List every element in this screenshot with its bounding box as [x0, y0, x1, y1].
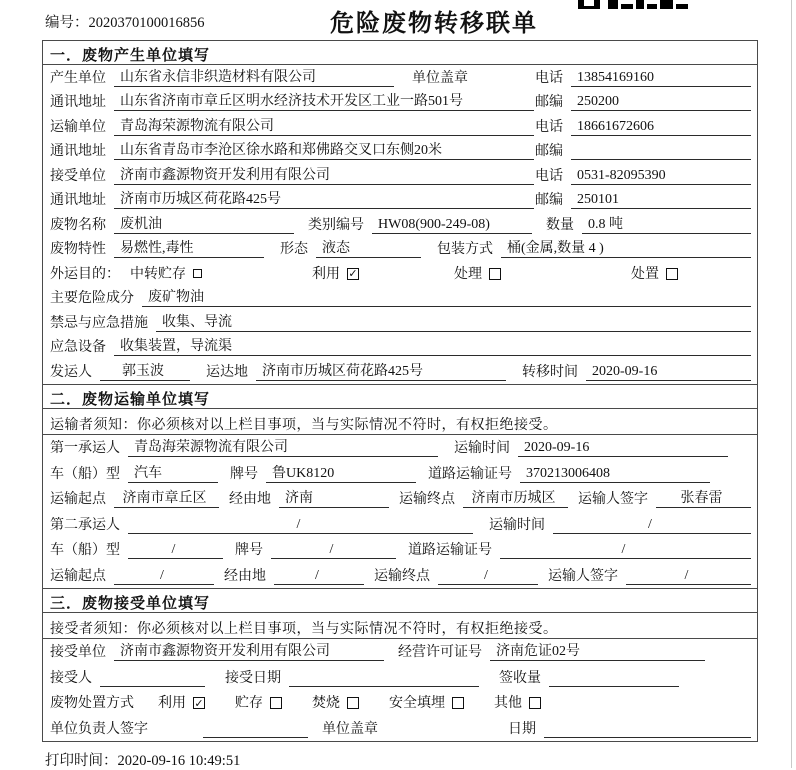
receiver-notice: 接受者须知：你必须核对以上栏目事项，当与实际情况不符时，有权拒绝接受。 [43, 613, 757, 639]
transporter-unit-label: 运输单位 [50, 119, 106, 135]
transporter-address-value: 山东省青岛市李沧区徐水路和郑佛路交叉口东侧20米 [114, 139, 534, 160]
route2-sign-label: 运输人签字 [548, 568, 618, 584]
acceptor-row [43, 664, 757, 690]
route1-end-label: 运输终点 [399, 492, 455, 507]
route1-via-value: 济南 [279, 487, 389, 508]
dispatcher-row [43, 359, 757, 384]
disposal-option-incinerate [312, 692, 359, 712]
route1-sign-value: 张春雷 [656, 487, 751, 508]
signoff-date-value [544, 721, 751, 738]
waste-traits-value: 易燃性,毒性 [114, 237, 264, 258]
transporter-zip-value [571, 143, 751, 160]
dispatcher-label: 发运人 [50, 364, 92, 380]
purpose-storage-checkbox [193, 269, 202, 278]
producer-unit-row [43, 65, 757, 90]
carrier2-label: 第二承运人 [50, 517, 120, 533]
waste-name-row [43, 212, 757, 237]
operating-license-label: 经营许可证号 [398, 645, 482, 660]
emergency-measures-value: 收集、导流 [156, 311, 751, 332]
vehicle1-row [43, 460, 757, 486]
producer-address-label: 通讯地址 [50, 95, 106, 110]
vehicle1-plate-value: 鲁UK8120 [266, 462, 416, 483]
transporter-unit-row [43, 114, 757, 139]
waste-qty-label: 数量 [546, 217, 574, 233]
disposal-option-landfill [389, 692, 464, 712]
disposal-incinerate-checkbox [347, 697, 359, 709]
route1-sign-label: 运输人签字 [578, 492, 648, 507]
page-title: 危险废物转移联单 [330, 10, 538, 37]
transporter-phone-label: 电话 [535, 119, 563, 135]
disposal-landfill-checkbox [452, 697, 464, 709]
route2-end-value: / [438, 568, 538, 585]
receiving-unit-value: 济南市鑫源物资开发利用有限公司 [114, 640, 384, 661]
route1-row [43, 486, 757, 512]
accept-date-value [289, 670, 479, 687]
waste-category-label: 类别编号 [308, 217, 364, 233]
section-transporter [43, 384, 757, 588]
route1-start-label: 运输起点 [50, 492, 106, 507]
carrier1-label: 第一承运人 [50, 441, 120, 456]
receiving-unit-row [43, 639, 757, 665]
receiver-unit-row [43, 163, 757, 188]
producer-address-value: 山东省济南市章丘区明水经济技术开发区工业一路501号 [114, 90, 534, 111]
purpose-dispose-checkbox [666, 268, 678, 280]
receiver-address-value: 济南市历城区荷花路425号 [114, 188, 534, 209]
route2-start-value: / [114, 568, 214, 585]
waste-form-label: 形态 [280, 242, 308, 257]
disposal-storage-label: 贮存 [235, 696, 263, 711]
carrier1-row [43, 435, 757, 461]
transfer-purpose-row [43, 261, 757, 286]
waste-traits-label: 废物特性 [50, 242, 106, 257]
hazard-component-value: 废矿物油 [142, 286, 751, 307]
purpose-reuse-checkbox-checked [347, 268, 359, 280]
carrier2-row [43, 511, 757, 537]
route2-sign-value: / [626, 568, 751, 585]
vehicle1-type-label: 车（船）型 [50, 466, 120, 482]
print-time-line [45, 749, 240, 770]
disposal-reuse-label: 利用 [158, 696, 186, 711]
serial-value: 2020370100016856 [88, 15, 205, 31]
waste-form-value: 液态 [316, 237, 421, 258]
vehicle1-plate-label: 牌号 [230, 466, 258, 482]
page-edge-line [791, 0, 792, 768]
purpose-dispose-label: 处置 [631, 266, 659, 282]
waste-name-value: 废机油 [114, 213, 294, 234]
vehicle1-license-label: 道路运输证号 [428, 466, 512, 482]
unit-seal-label-2: 单位盖章 [322, 721, 378, 737]
print-time-label: 打印时间： [45, 753, 118, 769]
transporter-phone-value: 18661672606 [571, 119, 751, 136]
producer-zip-value: 250200 [571, 94, 751, 111]
vehicle2-license-value: / [500, 542, 751, 559]
receipt-qty-value [549, 670, 679, 687]
acceptor-value [100, 670, 205, 687]
waste-pack-label: 包装方式 [437, 242, 493, 257]
serial-label: 编号： [45, 15, 89, 31]
vehicle2-type-value: / [128, 542, 223, 559]
waste-name-label: 废物名称 [50, 217, 106, 233]
vehicle2-plate-value: / [271, 542, 396, 559]
vehicle2-type-label: 车（船）型 [50, 543, 120, 558]
destination-value: 济南市历城区荷花路425号 [256, 360, 506, 381]
vehicle2-license-label: 道路运输证号 [408, 543, 492, 558]
transfer-time-label: 转移时间 [522, 364, 578, 380]
purpose-storage-label: 中转贮存 [130, 266, 186, 282]
unit-seal-label: 单位盖章 [412, 70, 468, 86]
receiver-phone-value: 0531-82095390 [571, 168, 751, 185]
route1-start-value: 济南市章丘区 [114, 487, 219, 508]
receiving-unit-label: 接受单位 [50, 645, 106, 660]
waste-pack-value: 桶(金属,数量 4 ) [501, 237, 751, 258]
transfer-time-value: 2020-09-16 [586, 364, 751, 381]
print-time-value: 2020-09-16 10:49:51 [117, 753, 241, 769]
hazard-component-row [43, 286, 757, 311]
signoff-row [43, 715, 757, 741]
carrier2-time-value: / [553, 517, 751, 534]
disposal-method-label: 废物处置方式 [50, 696, 134, 711]
check-mark-icon: ✓ [194, 696, 204, 710]
vehicle1-type-value: 汽车 [128, 462, 218, 483]
receipt-qty-label: 签收量 [499, 670, 541, 686]
waste-qty-value: 0.8 吨 [582, 213, 751, 234]
route1-end-value: 济南市历城区 [463, 487, 568, 508]
disposal-reuse-checkbox-checked [193, 697, 205, 709]
receiver-address-label: 通讯地址 [50, 193, 106, 208]
section3-heading: 三．废物接受单位填写 [43, 589, 757, 613]
producer-phone-value: 13854169160 [571, 70, 751, 87]
responsible-sign-value [203, 721, 308, 738]
transporter-notice: 运输者须知：你必须核对以上栏目事项，当与实际情况不符时，有权拒绝接受。 [43, 409, 757, 435]
carrier1-time-value: 2020-09-16 [518, 440, 728, 457]
transfer-form-table [42, 40, 758, 742]
serial-number-line [45, 11, 205, 32]
transporter-unit-value: 青岛海荣源物流有限公司 [114, 115, 534, 136]
receiver-zip-value: 250101 [571, 192, 751, 209]
receiver-unit-label: 接受单位 [50, 168, 106, 184]
producer-phone-label: 电话 [535, 70, 563, 86]
accept-date-label: 接受日期 [225, 670, 281, 686]
transporter-address-row [43, 139, 757, 164]
carrier2-value: / [128, 517, 473, 534]
section2-heading: 二．废物运输单位填写 [43, 385, 757, 409]
carrier1-value: 青岛海荣源物流有限公司 [128, 436, 438, 457]
purpose-option-treat [454, 263, 501, 283]
destination-label: 运达地 [206, 364, 248, 380]
disposal-other-checkbox [529, 697, 541, 709]
disposal-method-row [43, 690, 757, 716]
waste-category-value: HW08(900-249-08) [372, 217, 532, 234]
disposal-other-label: 其他 [494, 696, 522, 711]
purpose-option-reuse [312, 263, 359, 283]
receiver-unit-value: 济南市鑫源物资开发利用有限公司 [114, 164, 534, 185]
producer-unit-label: 产生单位 [50, 70, 106, 86]
section-receiver [43, 588, 757, 741]
purpose-reuse-label: 利用 [312, 266, 340, 282]
disposal-option-storage [235, 692, 282, 712]
emergency-equipment-row [43, 335, 757, 360]
disposal-option-reuse [158, 692, 205, 712]
route2-end-label: 运输终点 [374, 568, 430, 584]
producer-unit-value: 山东省永信非织造材料有限公司 [114, 66, 394, 87]
carrier1-time-label: 运输时间 [454, 441, 510, 456]
vehicle2-row [43, 537, 757, 563]
carrier2-time-label: 运输时间 [489, 517, 545, 533]
disposal-landfill-label: 安全填埋 [389, 696, 445, 711]
transporter-zip-label: 邮编 [535, 144, 563, 159]
vehicle2-plate-label: 牌号 [235, 543, 263, 558]
hazard-component-label: 主要危险成分 [50, 291, 134, 306]
purpose-treat-label: 处理 [454, 266, 482, 282]
disposal-storage-checkbox [270, 697, 282, 709]
waste-traits-row [43, 237, 757, 262]
purpose-option-dispose [631, 263, 678, 283]
producer-address-row [43, 90, 757, 115]
receiver-zip-label: 邮编 [535, 193, 563, 208]
purpose-treat-checkbox [489, 268, 501, 280]
purpose-option-storage [130, 263, 202, 283]
route2-row [43, 562, 757, 588]
acceptor-label: 接受人 [50, 670, 92, 686]
vehicle1-license-value: 370213006408 [520, 466, 710, 483]
receiver-address-row [43, 188, 757, 213]
producer-zip-label: 邮编 [535, 95, 563, 110]
emergency-equipment-label: 应急设备 [50, 340, 106, 355]
dispatcher-value: 郭玉波 [100, 360, 190, 381]
disposal-incinerate-label: 焚烧 [312, 696, 340, 711]
qr-code-fragment-icon [578, 0, 690, 9]
check-mark-icon: ✓ [348, 267, 358, 280]
operating-license-value: 济南危证02号 [490, 640, 705, 661]
route2-via-label: 经由地 [224, 568, 266, 584]
route1-via-label: 经由地 [229, 492, 271, 507]
emergency-measures-row [43, 310, 757, 335]
emergency-equipment-value: 收集装置，导流渠 [114, 335, 751, 356]
route2-via-value: / [274, 568, 364, 585]
transfer-purpose-label: 外运目的： [50, 266, 120, 282]
disposal-option-other [494, 692, 541, 712]
section-producer [43, 41, 757, 384]
section1-heading: 一．废物产生单位填写 [43, 41, 757, 65]
signoff-date-label: 日期 [508, 721, 536, 737]
transporter-address-label: 通讯地址 [50, 144, 106, 159]
responsible-sign-label: 单位负责人签字 [50, 721, 148, 737]
receiver-phone-label: 电话 [535, 168, 563, 184]
emergency-measures-label: 禁忌与应急措施 [50, 315, 148, 331]
route2-start-label: 运输起点 [50, 568, 106, 584]
